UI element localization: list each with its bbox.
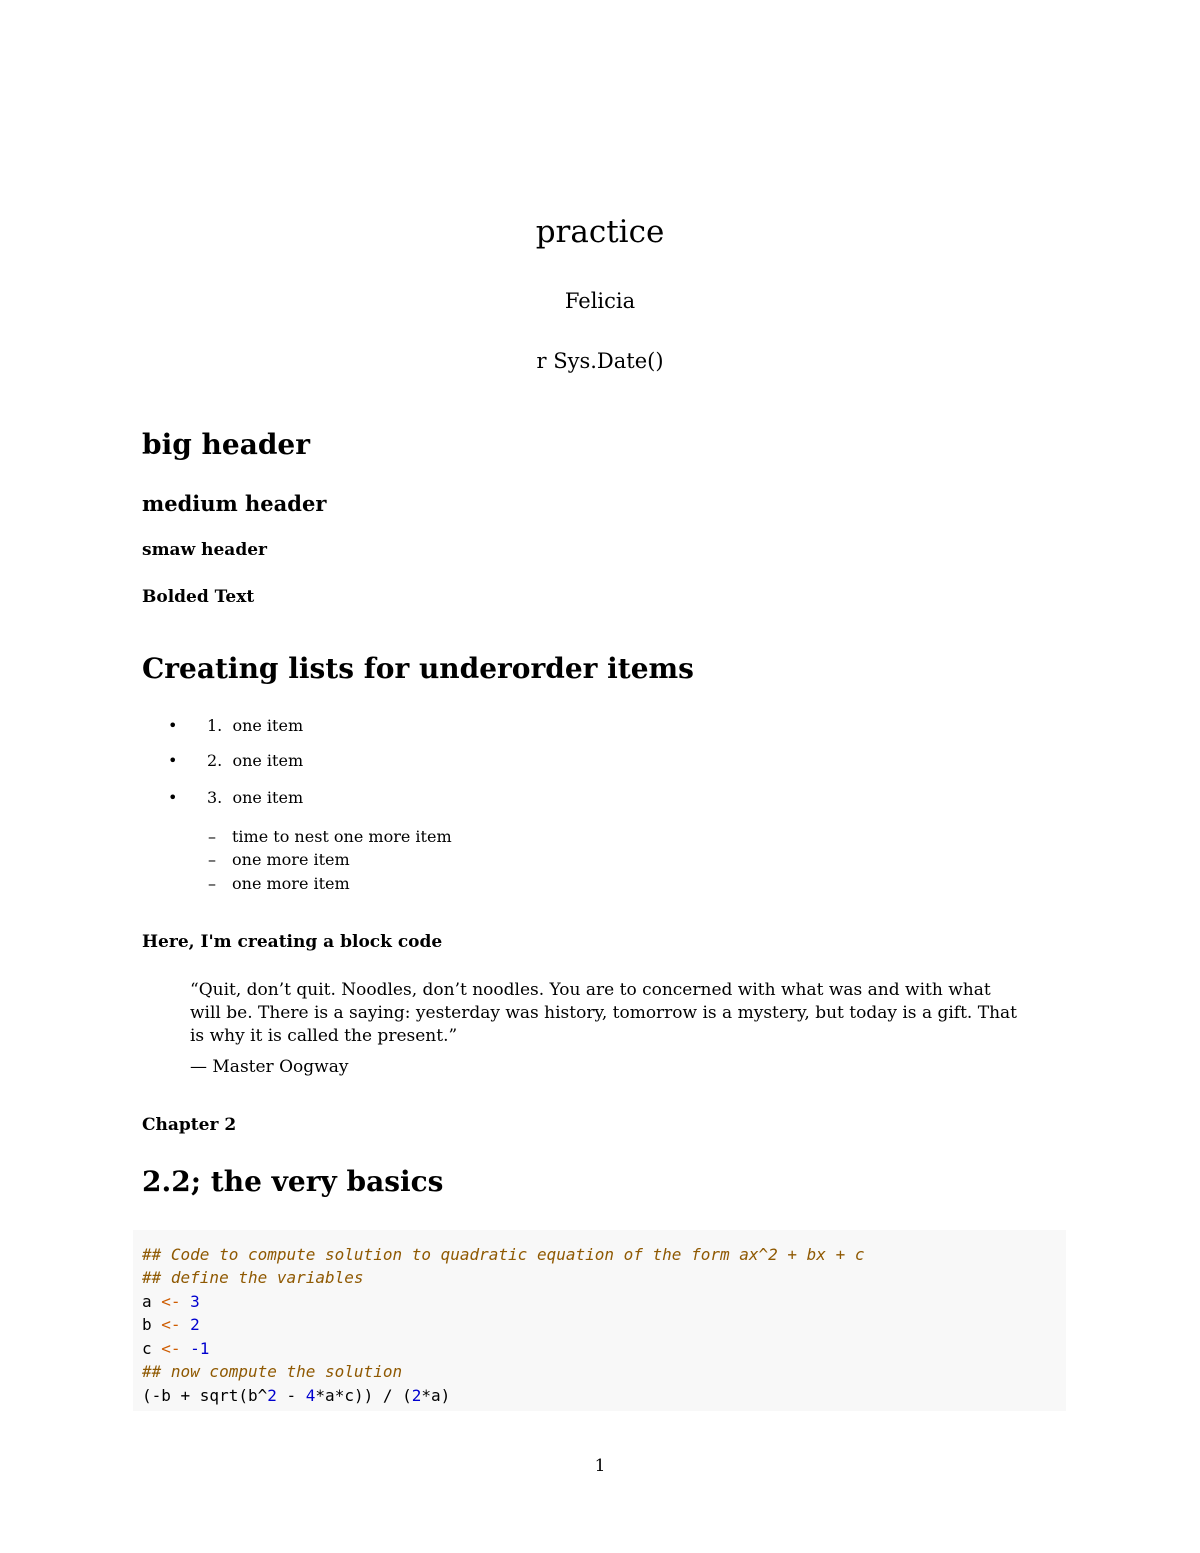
small-header: smaw header: [142, 540, 267, 560]
code-line-comment: ## now compute the solution: [142, 1362, 403, 1381]
quote-attribution: — Master Oogway: [190, 1057, 349, 1077]
nested-dash: –: [208, 850, 216, 869]
list-item: 3. one item: [207, 788, 304, 807]
section-heading: 2.2; the very basics: [142, 1165, 444, 1198]
block-heading: Here, I'm creating a block code: [142, 932, 443, 952]
code-line-formula: (-b + sqrt(b^2 - 4*a*c)) / (2*a): [142, 1386, 451, 1405]
bolded-text: Bolded Text: [142, 587, 255, 607]
list-bullet: •: [168, 788, 178, 807]
nested-item: one more item: [232, 874, 350, 893]
list-item: 1. one item: [207, 716, 304, 735]
medium-header: medium header: [142, 491, 327, 516]
code-line-comment: ## define the variables: [142, 1268, 364, 1287]
nested-item: time to nest one more item: [232, 827, 452, 846]
nested-item: one more item: [232, 850, 350, 869]
list-bullet: •: [168, 716, 178, 735]
nested-dash: –: [208, 874, 216, 893]
list-item: 2. one item: [207, 751, 304, 770]
document-title: practice: [535, 214, 665, 250]
blockquote: “Quit, don’t quit. Noodles, don’t noodles. You are to concerned with what was and with what will be. There is a saying: yesterday was history, tomorrow is a mystery, but today is a gift. That is why it is called the present.”: [190, 980, 1017, 1046]
code-line-assign-b: b <- 2: [142, 1315, 200, 1334]
page-number: 1: [594, 1456, 606, 1476]
document-date: r Sys.Date(): [536, 349, 664, 373]
code-line-assign-c: c <- -1: [142, 1339, 210, 1358]
code-line-comment: ## Code to compute solution to quadratic equation of the form ax^2 + bx + c: [142, 1245, 865, 1264]
list-bullet: •: [168, 751, 178, 770]
big-header: big header: [142, 428, 310, 461]
chapter-heading: Chapter 2: [142, 1115, 237, 1135]
code-line-assign-a: a <- 3: [142, 1292, 200, 1311]
nested-dash: –: [208, 827, 216, 846]
document-author: Felicia: [564, 289, 636, 313]
lists-heading: Creating lists for underorder items: [142, 652, 694, 685]
